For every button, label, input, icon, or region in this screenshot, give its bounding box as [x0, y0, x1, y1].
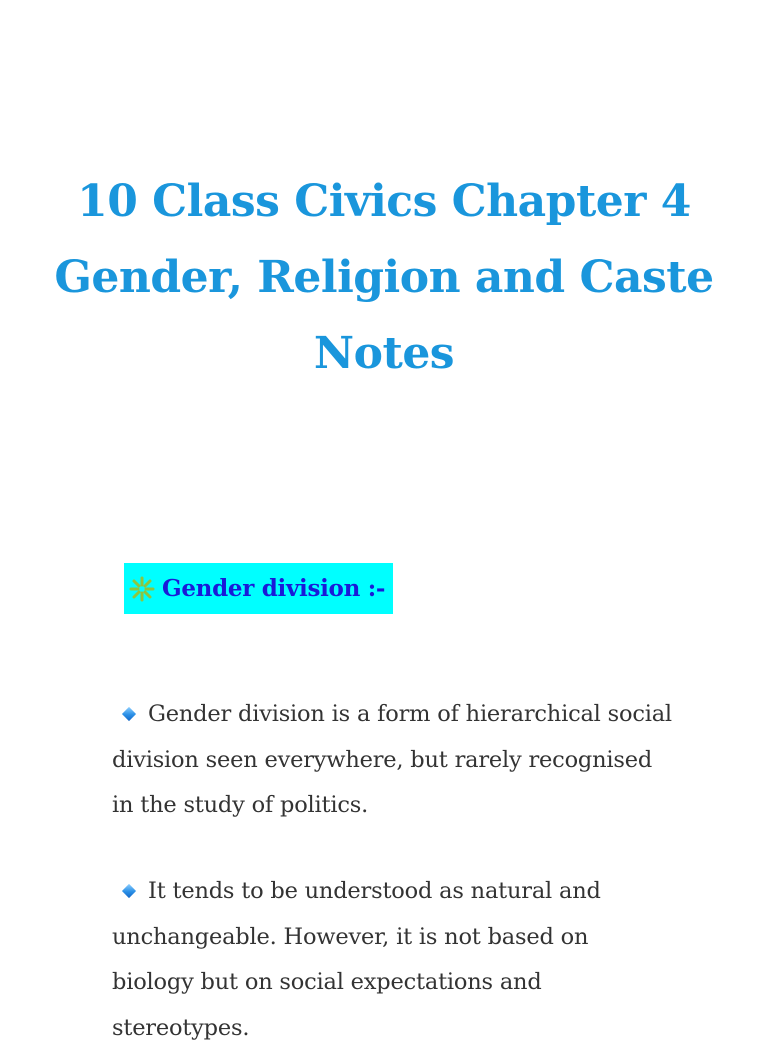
small-blue-diamond-icon	[124, 709, 134, 719]
paragraph	[112, 692, 672, 829]
article-title	[30, 164, 738, 392]
title-line-3: Notes	[313, 328, 455, 379]
title-line-2: Gender, Religion and Caste	[54, 252, 714, 303]
sparkle-icon	[126, 573, 158, 605]
paragraph-text: Gender division is a form of hierarchical social division seen everywhere, but rarely recognised in the study of politics.	[112, 701, 672, 818]
small-blue-diamond-icon	[124, 886, 134, 896]
title-line-1: 10 Class Civics Chapter 4	[77, 176, 691, 227]
section-heading	[124, 563, 393, 614]
paragraph-text: It tends to be understood as natural and unchangeable. However, it is not based on biology but on social expectations and stereotypes.	[112, 878, 601, 1041]
section-heading-text: Gender division :-	[162, 575, 386, 602]
